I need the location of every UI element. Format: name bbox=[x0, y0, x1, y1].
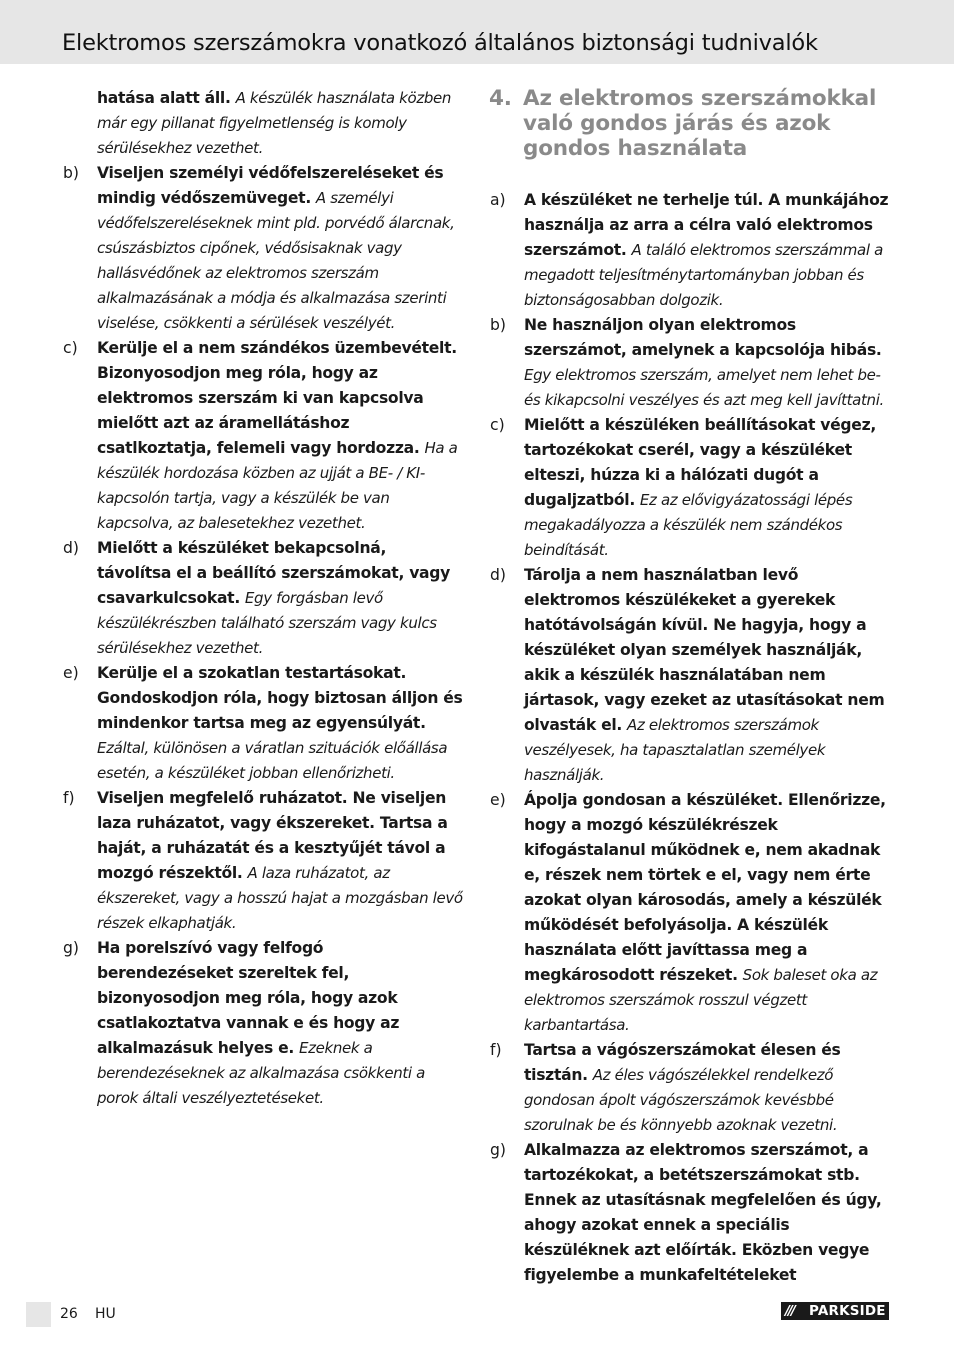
section-title: Az elektromos szerszámokkal való gondos járás és azok gondos használata bbox=[523, 86, 877, 161]
right-item-e bbox=[489, 788, 891, 1038]
item-marker: c) bbox=[490, 416, 505, 434]
right-item-a bbox=[489, 188, 891, 313]
logo-text: PARKSIDE bbox=[809, 1303, 886, 1319]
intro-bold-text: hatása alatt áll. bbox=[97, 89, 231, 107]
item-marker: e) bbox=[63, 664, 79, 682]
parkside-logo bbox=[781, 1302, 889, 1320]
item-italic-text: Az éles vágószélekkel rendelkező gondosan ápolt vágószerszámok kevésbbé szorulnak be és könnyebb azoknak vezetni. bbox=[524, 1066, 838, 1134]
item-marker: e) bbox=[490, 791, 506, 809]
logo-slashes: /// bbox=[785, 1303, 794, 1319]
language-code: HU bbox=[95, 1306, 116, 1322]
footer-gray-box bbox=[26, 1302, 51, 1327]
item-italic-text: Egy elektromos szerszám, amelyet nem lehet be- és kikapcsolni veszélyes és azt meg kell javíttatni. bbox=[524, 366, 884, 409]
item-bold-text: Tárolja a nem használatban levő elektromos készülékeket a gyerekek hatótávolságán kívül. Ne hagyja, hogy a készüléket olyan személyek használják, akik a készülék használatában nem jártasok, vagy ezeket az utasításokat nem olvasták el. bbox=[524, 566, 885, 734]
page-header bbox=[0, 0, 954, 64]
intro-italic-text: A készülék használata közben már egy pillanat figyelmetlenség is komoly sérülésekhez vezethet. bbox=[97, 89, 452, 157]
right-item-g bbox=[489, 1138, 891, 1288]
item-italic-text: Ezeknek a berendezéseknek az alkalmazása csökkenti a porok általi veszélyeztetéseket. bbox=[97, 1039, 425, 1107]
item-italic-text: Sok baleset oka az elektromos szerszámok rosszul végzett karbantartása. bbox=[524, 966, 878, 1034]
item-marker: g) bbox=[490, 1141, 506, 1159]
intro-paragraph bbox=[62, 86, 464, 161]
item-bold-text: Ne használjon olyan elektromos szerszámot, amelynek a kapcsolója hibás. bbox=[524, 316, 882, 359]
item-bold-text: A készüléket ne terhelje túl. A munkájához használja az arra a célra való elektromos szerszámot. bbox=[524, 191, 889, 259]
item-italic-text: Az elektromos szerszámok veszélyesek, ha tapasztalatlan személyek használják. bbox=[524, 716, 826, 784]
item-bold-text: Viseljen személyi védőfelszereléseket és mindig védőszemüveget. bbox=[97, 164, 444, 207]
right-item-d bbox=[489, 563, 891, 788]
right-item-f bbox=[489, 1038, 891, 1138]
item-marker: g) bbox=[63, 939, 79, 957]
item-marker: f) bbox=[490, 1041, 502, 1059]
item-marker: b) bbox=[63, 164, 79, 182]
item-italic-text: Ez az elővigyázatossági lépés megakadályozza a készülék nem szándékos beindítását. bbox=[524, 491, 853, 559]
item-italic-text: Egy forgásban levő készülékrészben található szerszám vagy kulcs sérülésekhez vezethet. bbox=[97, 589, 437, 657]
item-marker: d) bbox=[63, 539, 79, 557]
item-italic-text: A személyi védőfelszereléseknek mint pld. porvédő álarcnak, csúszásbiztos cipőnek, védősisaknak vagy hallásvédőnek az elektromos szerszám alkalmazásának a módja és alkalmazása szerinti viselése, csökkenti a sérülések veszélyét. bbox=[97, 189, 455, 332]
page-title: Elektromos szerszámokra vonatkozó általános biztonsági tudnivalók bbox=[62, 30, 818, 56]
left-item-e bbox=[62, 661, 464, 786]
item-bold-text: Kerülje el a nem szándékos üzembevételt. Bizonyosodjon meg róla, hogy az elektromos szerszám ki van kapcsolva mielőtt azt az áramellátáshoz csatlkoztatja, felemeli vagy hordozza. bbox=[97, 339, 457, 457]
left-item-b bbox=[62, 161, 464, 336]
page-number: 26 bbox=[60, 1306, 78, 1322]
right-item-b bbox=[489, 313, 891, 413]
left-item-g bbox=[62, 936, 464, 1111]
item-bold-text: Mielőtt a készüléken beállításokat végez, tartozékokat cserél, vagy a készüléket elteszi, húzza ki a hálózati dugót a dugaljzatból. bbox=[524, 416, 876, 509]
section-number: 4. bbox=[489, 86, 512, 111]
item-bold-text: Ápolja gondosan a készüléket. Ellenőrizze, hogy a mozgó készülékrészek kifogástalanul működnek e, nem akadnak e, részek nem törtek e el, vagy nem érte azokat olyan károsodás, amely a készülék működését befolyásolja. A készülék használata előtt javíttassa meg a megkárosodott részeket. bbox=[524, 791, 886, 984]
item-bold-text: Kerülje el a szokatlan testartásokat. Gondoskodjon róla, hogy biztosan álljon és mindenkor tartsa meg az egyensúlyát. bbox=[97, 664, 463, 732]
item-bold-text: Tartsa a vágószerszámokat élesen és tisztán. bbox=[524, 1041, 841, 1084]
item-bold-text: Ha porelszívó vagy felfogó berendezéseket szereltek fel, bizonyosodjon meg róla, hogy azok csatlakoztatva vannak e és hogy az alkalmazásuk helyes e. bbox=[97, 939, 400, 1057]
item-italic-text: Ha a készülék hordozása közben az ujját a BE- / KI-kapcsolón tartja, vagy a készülék be van kapcsolva, az balesetekhez vezethet. bbox=[97, 439, 458, 532]
item-marker: c) bbox=[63, 339, 78, 357]
item-marker: f) bbox=[63, 789, 75, 807]
item-italic-text: A laza ruházatot, az ékszereket, vagy a hosszú hajat a mozgásban levő részek elkaphatják. bbox=[97, 864, 463, 932]
item-italic-text: A találó elektromos szerszámmal a megadott teljesítménytartományban jobban és biztonságosabban dolgozik. bbox=[524, 241, 883, 309]
item-italic-text: Ezáltal, különösen a váratlan szituációk előállása esetén, a készüléket jobban ellenőrizheti. bbox=[97, 739, 448, 782]
right-column bbox=[489, 86, 891, 1288]
left-item-c bbox=[62, 336, 464, 536]
left-item-f bbox=[62, 786, 464, 936]
item-marker: d) bbox=[490, 566, 506, 584]
left-column bbox=[62, 86, 464, 1111]
item-bold-text: Mielőtt a készüléket bekapcsolná, távolítsa el a beállító szerszámokat, vagy csavarkulcsokat. bbox=[97, 539, 451, 607]
section-heading bbox=[489, 86, 891, 161]
right-item-c bbox=[489, 413, 891, 563]
item-marker: b) bbox=[490, 316, 506, 334]
item-bold-text: Viseljen megfelelő ruházatot. Ne viseljen laza ruházatot, vagy ékszereket. Tartsa a haját, a ruházatát és a kesztyűjét távol a mozgó részektől. bbox=[97, 789, 448, 882]
item-bold-text: Alkalmazza az elektromos szerszámot, a tartozékokat, a betétszerszámokat stb. Ennek az utasításnak megfelelően és úgy, ahogy azokat ennek a speciális készüléknek azt előírták. Eközben vegye figyelembe a munkafeltételeket bbox=[524, 1141, 882, 1284]
item-marker: a) bbox=[490, 191, 506, 209]
left-item-d bbox=[62, 536, 464, 661]
